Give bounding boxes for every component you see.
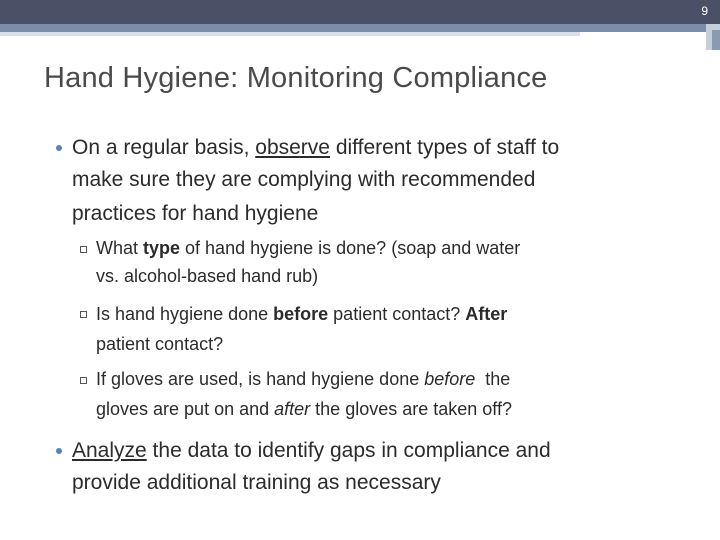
header-bar: [0, 0, 720, 24]
sub-bullet-text: What: [96, 238, 144, 258]
sub-bullet-text: of hand hygiene is done? (soap and water: [180, 238, 521, 258]
sub-bullet-type-line2: vs. alcohol-based hand rub): [96, 266, 319, 286]
bullet-analyze: [72, 436, 551, 466]
emphasis-observe: observe: [255, 136, 330, 159]
emphasis-after-italic: after: [274, 399, 311, 419]
bullet-text: the data to identify gaps in compliance and: [146, 439, 551, 462]
sub-bullet-text: the gloves are taken off?: [310, 399, 512, 419]
sub-bullet-before-after-line2: patient contact?: [96, 334, 224, 354]
emphasis-analyze: Analyze: [72, 439, 147, 462]
sub-bullet-text: Is hand hygiene done: [96, 304, 274, 324]
sub-bullet-gloves: [96, 367, 510, 392]
slide-title: Hand Hygiene: Monitoring Compliance: [44, 62, 548, 94]
sub-bullet-type: [96, 236, 520, 261]
emphasis-before-italic: before: [424, 369, 476, 389]
sub-bullet-square-icon: [80, 246, 87, 253]
bullet-dot-icon: [56, 145, 62, 151]
corner-decoration-dark: [712, 30, 720, 50]
bullet-observe-line3: practices for hand hygiene: [72, 202, 319, 225]
bullet-analyze-line2: provide additional training as necessary: [72, 471, 441, 494]
page-number: 9: [701, 4, 708, 18]
sub-bullet-square-icon: [80, 377, 87, 384]
bullet-text: On a regular basis,: [72, 136, 256, 159]
header-accent-bar: [0, 24, 720, 32]
title-underline: [0, 32, 580, 36]
sub-bullet-text: If gloves are used, is hand hygiene done: [96, 369, 425, 389]
sub-bullet-text: gloves are put on and: [96, 399, 275, 419]
emphasis-after: After: [465, 304, 508, 324]
emphasis-before: before: [273, 304, 329, 324]
sub-bullet-square-icon: [80, 311, 87, 318]
bullet-text: different types of staff to: [329, 136, 560, 159]
sub-bullet-before-after: [96, 302, 507, 327]
emphasis-type: type: [143, 238, 181, 258]
bullet-dot-icon: [56, 448, 62, 454]
sub-bullet-text: patient contact?: [328, 304, 466, 324]
bullet-observe: [72, 133, 559, 163]
bullet-observe-line2: make sure they are complying with recommended: [72, 168, 536, 191]
sub-bullet-text: the: [475, 369, 511, 389]
sub-bullet-gloves-line2: [96, 397, 512, 422]
